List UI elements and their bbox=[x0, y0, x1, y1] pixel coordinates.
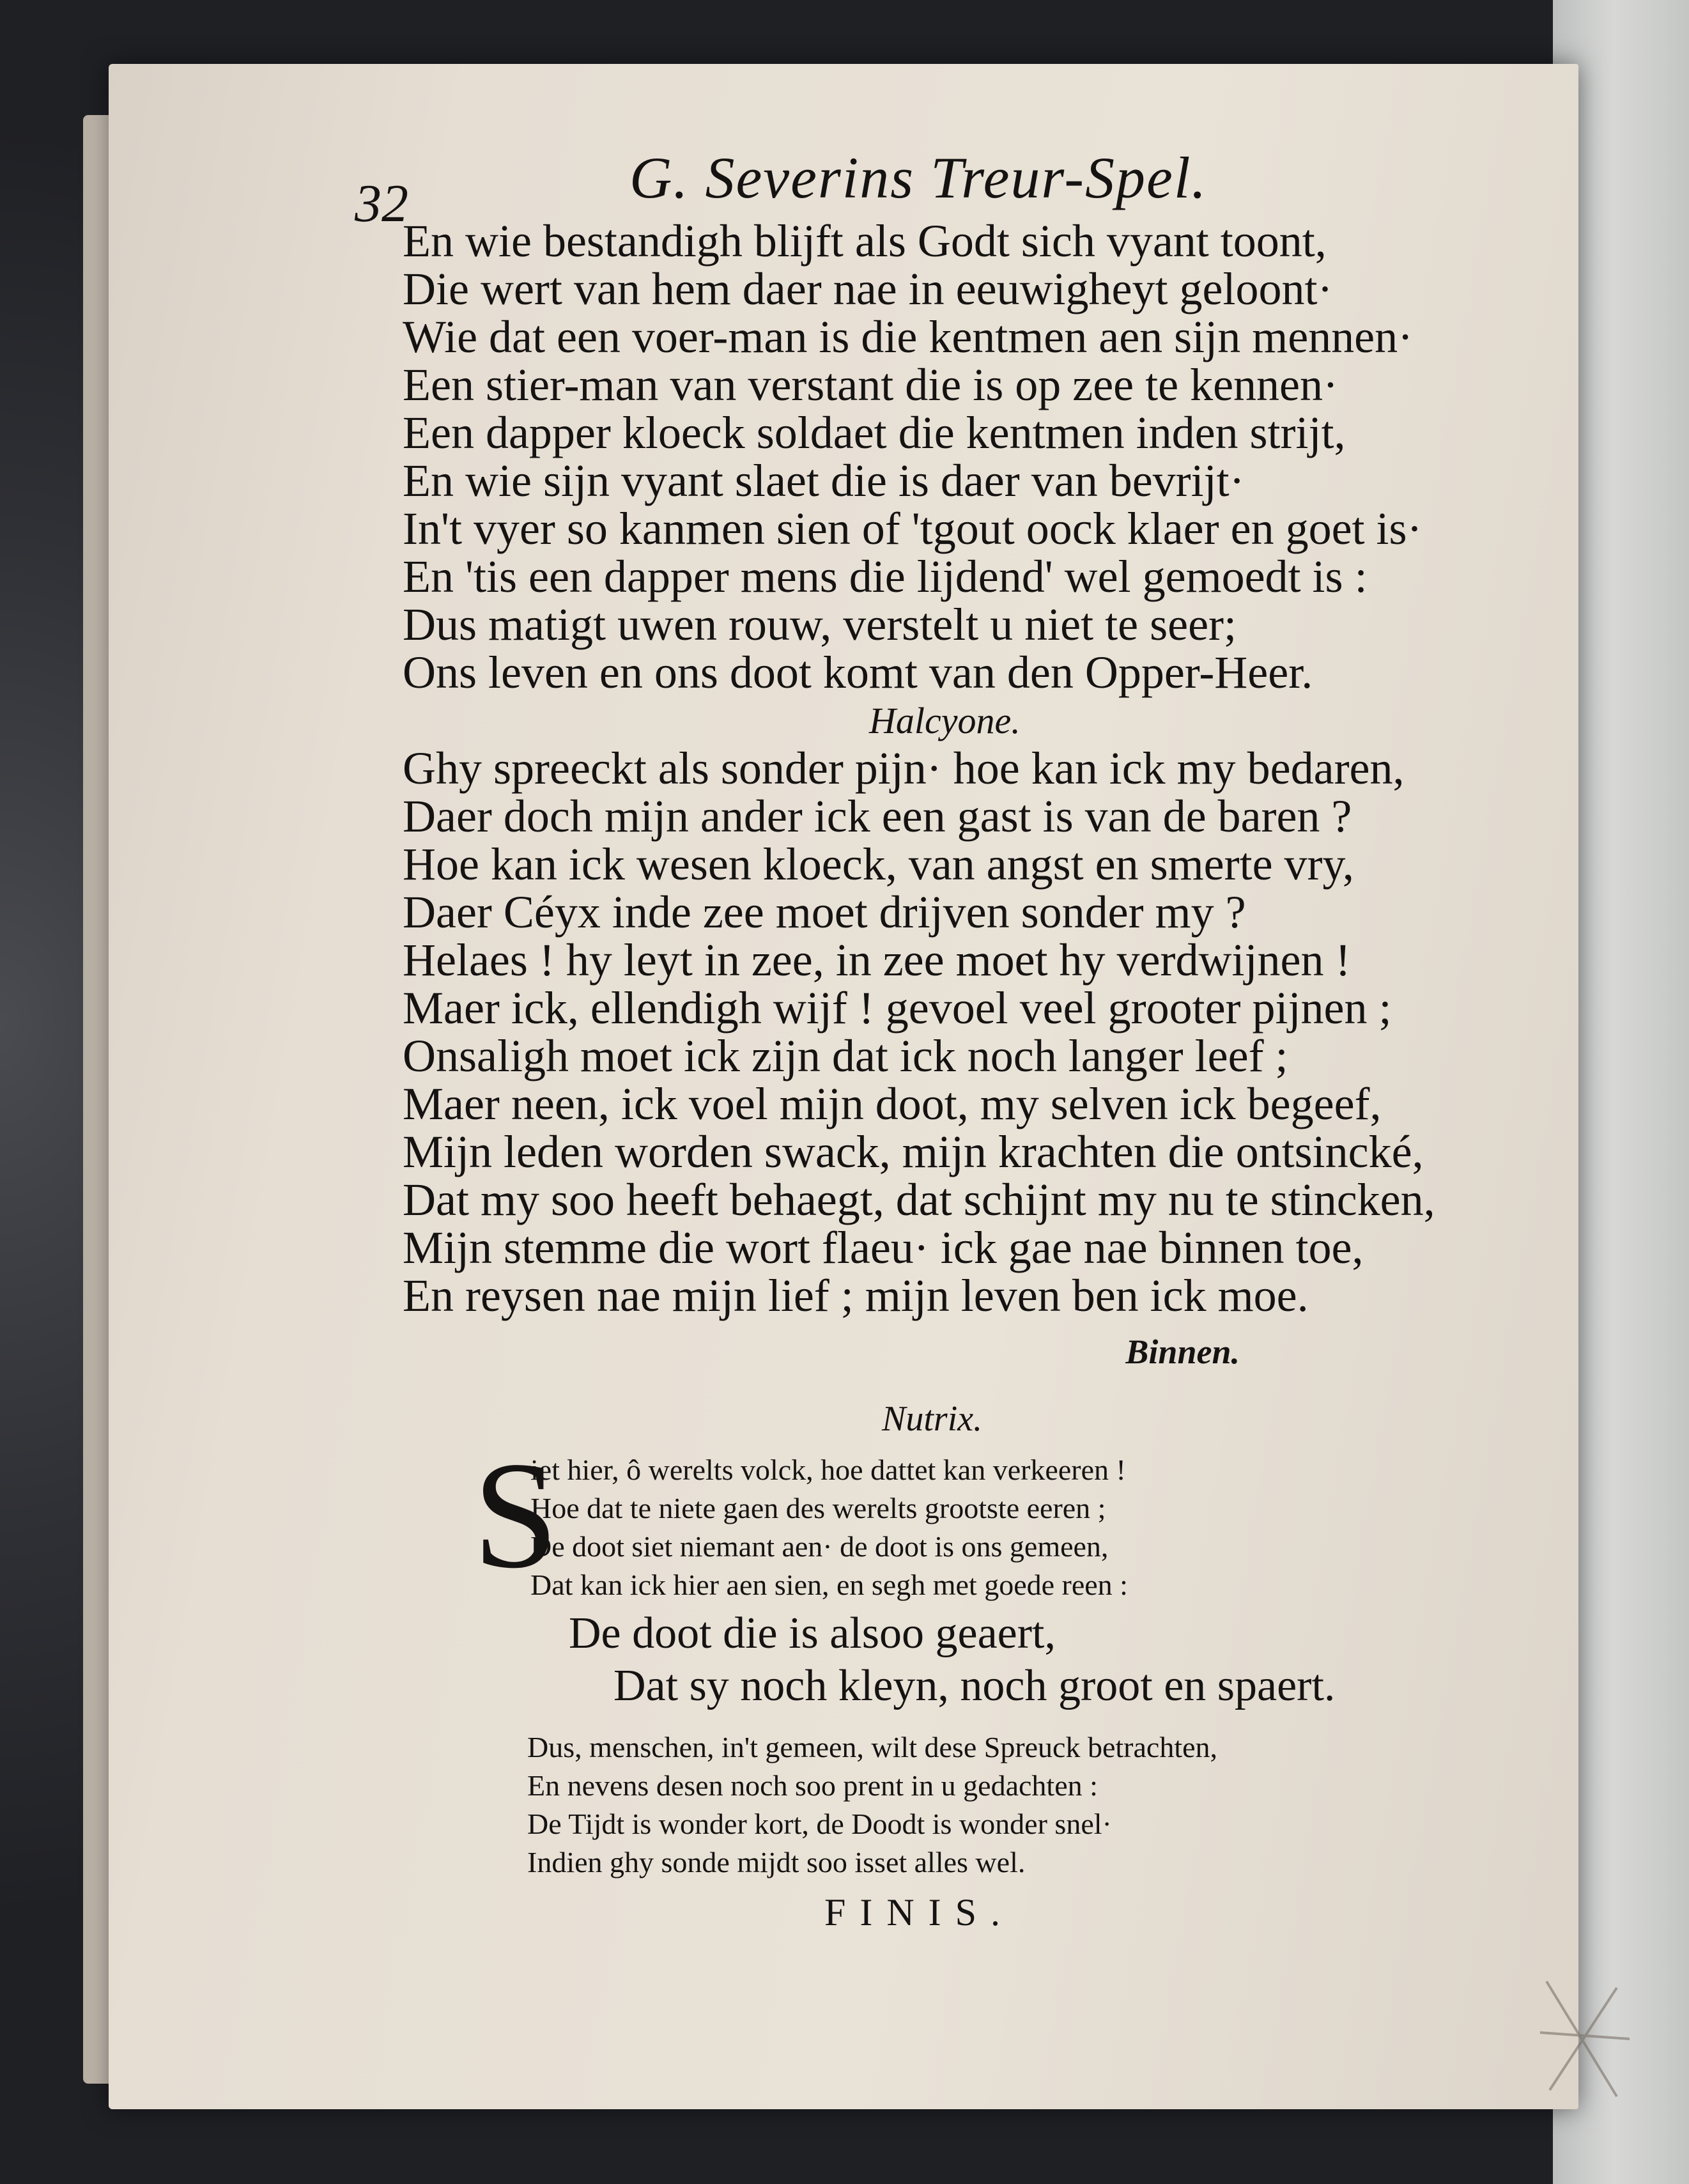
verse-line: Een stier-man van verstant die is op zee te kennen· bbox=[403, 359, 1338, 410]
motto-line: Dat sy noch kleyn, noch groot en spaert. bbox=[613, 1661, 1336, 1710]
page-number: 32 bbox=[355, 174, 408, 233]
verse-line: En wie bestandigh blijft als Godt sich vyant toont, bbox=[403, 215, 1327, 267]
verse-line: Dus, menschen, in't gemeen, wilt dese Spreuck betrachten, bbox=[527, 1731, 1218, 1763]
verse-line: Dus matigt uwen rouw, verstelt u niet te seer; bbox=[403, 599, 1237, 650]
page-header bbox=[0, 144, 1689, 233]
stanza-2 bbox=[403, 745, 1591, 1320]
verse-line: De doot siet niemant aen· de doot is ons gemeen, bbox=[530, 1530, 1109, 1563]
verse-line: En nevens desen noch soo prent in u gedachten : bbox=[527, 1769, 1098, 1802]
verse-line: Mijn stemme die wort flaeu· ick gae nae binnen toe, bbox=[403, 1222, 1364, 1273]
verse-line: Ghy spreeckt als sonder pijn· hoe kan ick my bedaren, bbox=[403, 743, 1405, 794]
verse-line: Een dapper kloeck soldaet die kentmen inden strijt, bbox=[403, 407, 1346, 458]
verse-line: Maer neen, ick voel mijn doot, my selven ick begeef, bbox=[403, 1078, 1382, 1129]
stanza-4 bbox=[403, 1728, 1591, 1882]
verse-line: Onsaligh moet ick zijn dat ick noch langer leef ; bbox=[403, 1030, 1288, 1081]
finis: FINIS. bbox=[824, 1891, 1015, 1933]
verse-line: Ons leven en ons doot komt van den Opper-Heer. bbox=[403, 647, 1313, 698]
verse-line: Mijn leden worden swack, mijn krachten die ontsincké, bbox=[403, 1126, 1424, 1177]
stanza-3 bbox=[403, 1430, 1591, 1607]
verse-line: En reysen nae mijn lief ; mijn leven ben ick moe. bbox=[403, 1270, 1309, 1321]
motto bbox=[403, 1607, 1591, 1712]
motto-line: De doot die is alsoo geaert, bbox=[569, 1609, 1056, 1658]
verse-line: Hoe kan ick wesen kloeck, van angst en smerte vry, bbox=[403, 839, 1354, 890]
verse-line: Helaes ! hy leyt in zee, in zee moet hy verdwijnen ! bbox=[403, 934, 1351, 986]
verse-line: Daer doch mijn ander ick een gast is van de baren ? bbox=[403, 791, 1352, 842]
verse-line: iet hier, ô werelts volck, hoe dattet kan verkeeren ! bbox=[530, 1453, 1126, 1486]
verse-line: Maer ick, ellendigh wijf ! gevoel veel grooter pijnen ; bbox=[403, 982, 1392, 1034]
page-body bbox=[403, 217, 1591, 1938]
stage-direction: Binnen. bbox=[1125, 1333, 1240, 1371]
verse-line: Wie dat een voer-man is die kentmen aen sijn mennen· bbox=[403, 311, 1414, 362]
running-title: G. Severins Treur-Spel. bbox=[629, 145, 1208, 210]
verse-line: Dat my soo heeft behaegt, dat schijnt my nu te stincken, bbox=[403, 1174, 1435, 1225]
verse-line: Daer Céyx inde zee moet drijven sonder my ? bbox=[403, 887, 1246, 938]
verse-line: Dat kan ick hier aen sien, en segh met goede reen : bbox=[530, 1568, 1128, 1601]
drop-cap: S bbox=[473, 1430, 559, 1600]
verse-line: De Tijdt is wonder kort, de Doodt is wonder snel· bbox=[527, 1808, 1112, 1840]
speaker-nutrix: Nutrix. bbox=[882, 1399, 983, 1439]
verse-line: En wie sijn vyant slaet die is daer van bevrijt· bbox=[403, 455, 1245, 506]
verse-line: Hoe dat te niete gaen des werelts grootste eeren ; bbox=[530, 1492, 1106, 1524]
verse-line: Indien ghy sonde mijdt soo isset alles wel. bbox=[527, 1846, 1026, 1878]
verse-line: Die wert van hem daer nae in eeuwigheyt geloont· bbox=[403, 263, 1333, 314]
stanza-1 bbox=[403, 217, 1591, 697]
pencil-mark bbox=[1534, 1969, 1636, 2109]
verse-line: En 'tis een dapper mens die lijdend' wel gemoedt is : bbox=[403, 551, 1368, 602]
speaker-halcyone: Halcyone. bbox=[869, 700, 1021, 741]
verse-line: In't vyer so kanmen sien of 'tgout oock klaer en goet is· bbox=[403, 503, 1423, 554]
